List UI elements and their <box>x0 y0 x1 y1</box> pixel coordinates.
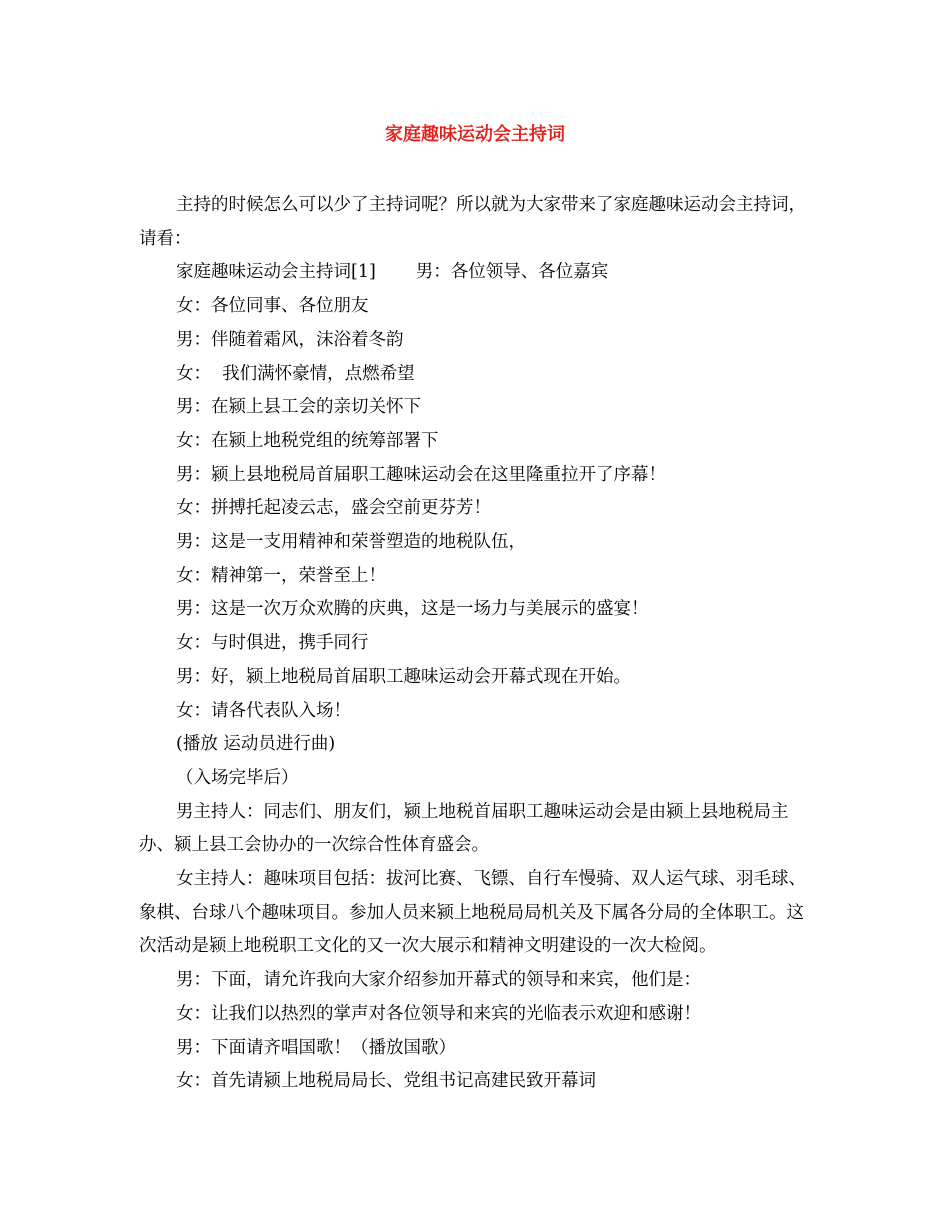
dialogue-line: 女：精神第一，荣誉至上！ <box>176 565 386 586</box>
dialogue-line: 女：在颍上地税党组的统筹部署下 <box>176 430 439 451</box>
dialogue-line: 男：好，颍上地税局首届职工趣味运动会开幕式现在开始。 <box>176 666 631 687</box>
dialogue-paragraph: 男主持人：同志们、朋友们，颍上地税首届职工趣味运动会是由颍上县地税局主办、颍上县工会协办的一次综合性体育盛会。 <box>139 801 789 856</box>
document-title: 家庭趣味运动会主持词 <box>385 124 565 145</box>
dialogue-paragraph: 女主持人：趣味项目包括：拔河比赛、飞镖、自行车慢骑、双人运气球、羽毛球、象棋、台球八个趣味项目。参加人员来颍上地税局局机关及下属各分局的全体职工。这次活动是颍上地税职工文化的又一次大展示和精神文明建设的一次大检阅。 <box>139 869 806 957</box>
dialogue-line: 男：在颍上县工会的亲切关怀下 <box>176 397 421 418</box>
dialogue-line: 女： 我们满怀豪情，点燃希望 <box>176 363 415 384</box>
stage-direction: （入场完毕后） <box>176 767 299 788</box>
paragraph-intro: 主持的时候怎么可以少了主持词呢？所以就为大家带来了家庭趣味运动会主持词，请看： <box>139 195 806 249</box>
dialogue-line: 女：各位同事、各位朋友 <box>176 296 369 317</box>
dialogue-line: 男：各位领导、各位嘉宾 <box>415 262 609 283</box>
dialogue-line: 男：颍上县地税局首届职工趣味运动会在这里隆重拉开了序幕！ <box>176 464 666 485</box>
dialogue-line: 女：首先请颍上地税局局长、党组书记高建民致开幕词 <box>176 1071 596 1092</box>
dialogue-line: 女：请各代表队入场！ <box>176 700 351 721</box>
dialogue-line: 男：伴随着霜风，沫浴着冬韵 <box>176 329 404 350</box>
dialogue-line: 女：让我们以热烈的掌声对各位领导和来宾的光临表示欢迎和感谢！ <box>176 1003 701 1024</box>
dialogue-line: 男：这是一支用精神和荣誉塑造的地税队伍， <box>176 532 526 553</box>
stage-direction: (播放 运动员进行曲) <box>176 734 336 755</box>
dialogue-line: 女：与时俱进，携手同行 <box>176 633 369 654</box>
dialogue-line: 男：下面，请允许我向大家介绍参加开幕式的领导和来宾，他们是： <box>176 970 701 991</box>
document-body <box>139 189 819 1099</box>
dialogue-line: 男：下面请齐唱国歌！（播放国歌） <box>176 1037 456 1058</box>
section-label: 家庭趣味运动会主持词[1] <box>176 262 376 283</box>
paragraph-heading-line <box>139 256 819 290</box>
dialogue-line: 男：这是一次万众欢腾的庆典，这是一场力与美展示的盛宴！ <box>176 599 649 620</box>
dialogue-line: 女：拼搏托起凌云志，盛会空前更芬芳！ <box>176 498 491 519</box>
